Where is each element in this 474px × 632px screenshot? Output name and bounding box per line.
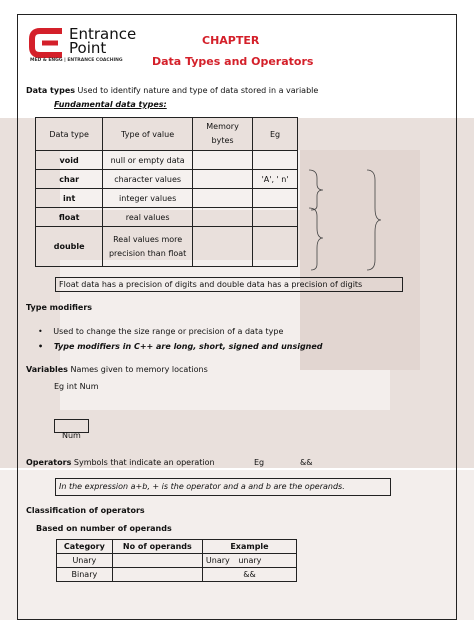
table-row: double Real values more precision than float: [36, 227, 298, 267]
table-row: int integer values: [36, 189, 298, 208]
fundamental-types-heading: Fundamental data types:: [54, 100, 167, 109]
col-header-eg: Eg: [253, 118, 298, 151]
col-header-example: Example: [202, 540, 296, 554]
data-types-heading: Data types: [26, 86, 75, 95]
operators-eg: Eg: [254, 458, 265, 467]
operators-desc: Symbols that indicate an operation: [73, 458, 215, 467]
table-row: char character values 'A', ' n': [36, 170, 298, 189]
data-types-line: [26, 86, 318, 95]
operators-eg-value: &&: [300, 458, 313, 467]
col-header-data-type: Data type: [36, 118, 103, 151]
col-header-type-of-value: Type of value: [103, 118, 193, 151]
braces-icon: [305, 168, 385, 274]
col-header-no-of-operands: No of operands: [112, 540, 202, 554]
operand-table: [56, 539, 297, 582]
brand-name: [69, 27, 136, 55]
variable-box-label: Num: [62, 431, 81, 440]
variables-example: Eg int Num: [54, 382, 99, 391]
col-header-category: Category: [57, 540, 113, 554]
type-modifiers-heading: Type modifiers: [26, 303, 93, 312]
variables-desc: Names given to memory locations: [70, 365, 208, 374]
page-title: Data Types and Operators: [152, 55, 314, 68]
entrance-point-logo-icon: [28, 27, 66, 59]
brand-line-1: Entrance: [69, 25, 137, 43]
operators-note: In the expression a+b, + is the operator and a and b are the operands.: [55, 478, 391, 496]
precision-note: Float data has a precision of digits and double data has a precision of digits: [55, 277, 403, 292]
bullet-icon: •: [38, 327, 43, 336]
table-row: Unary Unary unary: [57, 554, 297, 568]
data-types-table: [35, 117, 298, 267]
operators-line: [26, 458, 215, 467]
bullet-item: • Type modifiers in C++ are long, short, signed and unsigned: [38, 342, 323, 351]
data-types-desc: Used to identify nature and type of data stored in a variable: [77, 86, 319, 95]
classification-heading: Classification of operators: [26, 506, 145, 515]
table-row: Binary &&: [57, 568, 297, 582]
brand-tagline: MED & ENGG | ENTRANCE COACHING: [30, 58, 123, 63]
table-row: void null or empty data: [36, 151, 298, 170]
variables-line: [26, 365, 208, 374]
table-row: float real values: [36, 208, 298, 227]
bullet-item: • Used to change the size range or precision of a data type: [38, 327, 284, 336]
brand-line-2: Point: [69, 39, 107, 57]
variables-heading: Variables: [26, 365, 68, 374]
table-header-row: [36, 118, 298, 151]
table-header-row: [57, 540, 297, 554]
classification-subheading: Based on number of operands: [36, 524, 172, 533]
col-header-memory-bytes: Memory bytes: [192, 118, 252, 151]
bullet-icon: •: [38, 342, 44, 351]
operators-heading: Operators: [26, 458, 72, 467]
chapter-label: CHAPTER: [202, 34, 260, 47]
